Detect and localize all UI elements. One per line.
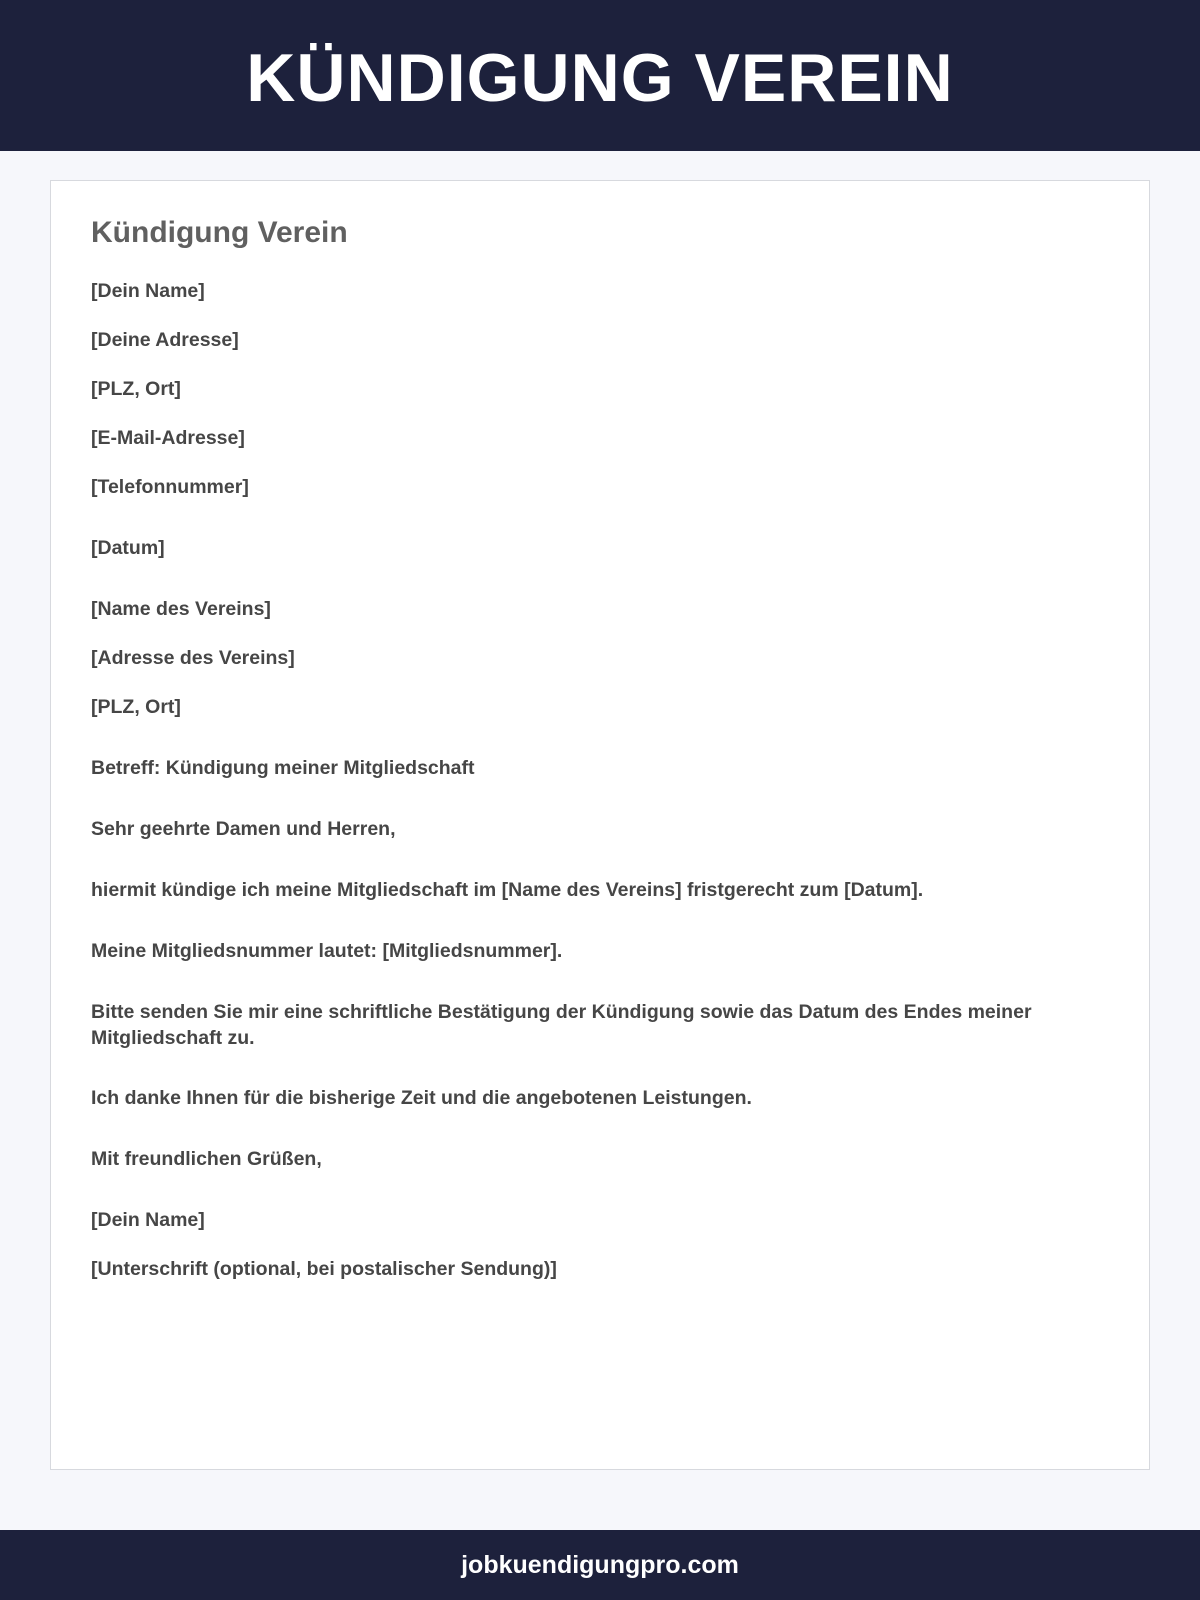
body-paragraph: hiermit kündige ich meine Mitgliedschaft im [Name des Vereins] fristgerecht zum [Datum]. [91, 879, 924, 901]
signature-note: [Unterschrift (optional, bei postalischer Sendung)] [91, 1258, 557, 1280]
salutation: Sehr geehrte Damen und Herren, [91, 818, 396, 840]
sender-phone: [Telefonnummer] [91, 476, 249, 498]
signature-name: [Dein Name] [91, 1209, 205, 1231]
body-paragraph: Ich danke Ihnen für die bisherige Zeit und die angebotenen Leistungen. [91, 1087, 752, 1109]
document-title: Kündigung Verein [91, 216, 348, 249]
body-paragraph: Bitte senden Sie mir eine schriftliche Bestätigung der Kündigung sowie das Datum des Endes meiner Mitgliedschaft zu. [91, 1001, 1032, 1049]
sender-address: [Deine Adresse] [91, 329, 239, 351]
closing: Mit freundlichen Grüßen, [91, 1148, 322, 1170]
sender-city: [PLZ, Ort] [91, 378, 181, 400]
recipient-name: [Name des Vereins] [91, 598, 271, 620]
page-footer [0, 1530, 1200, 1600]
recipient-address: [Adresse des Vereins] [91, 647, 295, 669]
recipient-city: [PLZ, Ort] [91, 696, 181, 718]
header-title: KÜNDIGUNG VEREIN [246, 39, 954, 116]
footer-site-link[interactable]: jobkuendigungpro.com [461, 1550, 739, 1579]
body-paragraph: Meine Mitgliedsnummer lautet: [Mitgliedsnummer]. [91, 940, 563, 962]
subject-line: Betreff: Kündigung meiner Mitgliedschaft [91, 757, 475, 779]
sender-email: [E-Mail-Adresse] [91, 427, 245, 449]
sender-name: [Dein Name] [91, 280, 205, 302]
letter-date: [Datum] [91, 537, 165, 559]
letter-card [50, 180, 1150, 1470]
page-header [0, 0, 1200, 151]
